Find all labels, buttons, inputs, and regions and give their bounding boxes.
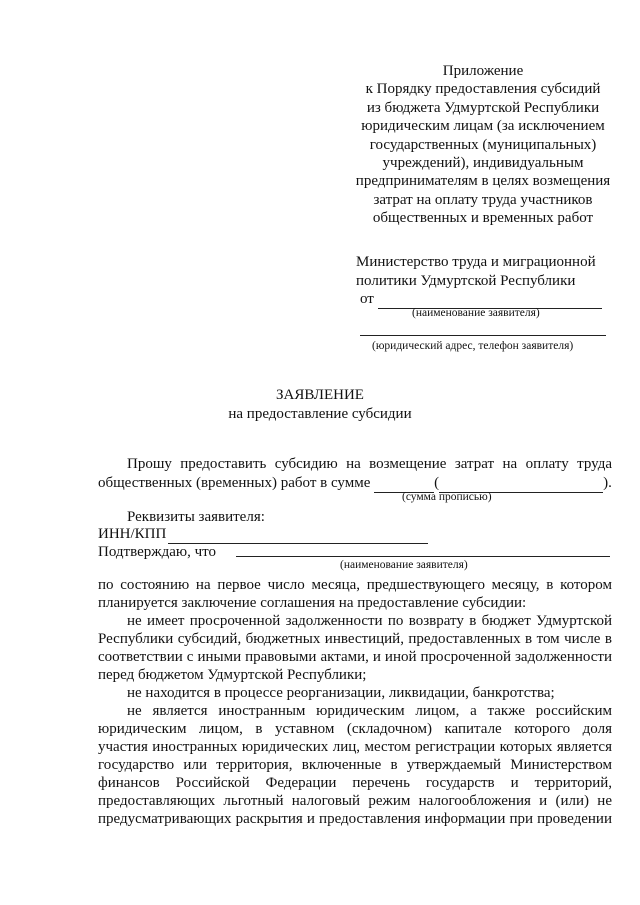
open-paren: ( — [434, 475, 440, 491]
applicant-name-hint: (наименование заявителя) — [412, 307, 540, 319]
inn-label: ИНН/КПП — [98, 526, 167, 542]
body-line: не является иностранным юридическим лицом, а также российским — [127, 703, 612, 719]
details-heading: Реквизиты заявителя: — [127, 509, 265, 525]
document-subtitle: на предоставление субсидии — [228, 406, 412, 422]
body-line: по состоянию на первое число месяца, предшествующего месяцу, в котором — [98, 577, 612, 593]
appendix-line: предпринимателям в целях возмещения — [355, 173, 611, 190]
confirm-applicant-field[interactable] — [236, 542, 610, 557]
appendix-line: государственных (муниципальных) — [369, 136, 597, 153]
body-line: не находится в процессе реорганизации, ликвидации, банкротства; — [127, 685, 555, 701]
document-title: ЗАЯВЛЕНИЕ — [276, 387, 364, 403]
body-line: финансов Российской Федерации перечень государств и территорий, — [98, 775, 612, 791]
body-line: предусматривающих раскрытия и предоставления информации при проведении — [98, 811, 612, 827]
confirm-label: Подтверждаю, что — [98, 544, 217, 560]
appendix-line: к Порядку предоставления субсидий — [365, 81, 601, 98]
addressee-line-2: политики Удмуртской Республики — [356, 273, 576, 289]
body-line: соответствии с иными правовыми актами, и иной просроченной задолженности — [98, 649, 612, 665]
confirm-applicant-hint: (наименование заявителя) — [340, 559, 468, 571]
sum-hint: (сумма прописью) — [402, 491, 492, 503]
appendix-line: общественных и временных работ — [372, 210, 594, 227]
body-line: Республики субсидий, бюджетных инвестиций, предоставленных в том числе в — [98, 631, 612, 647]
body-line: участия иностранных юридических лиц, местом регистрации которых является — [98, 739, 612, 755]
body-line: предоставляющих льготный налоговый режим налогообложения и (или) не — [98, 793, 612, 809]
body-line: не имеет просроченной задолженности по возврату в бюджет Удмуртской — [127, 613, 612, 629]
body-line: юридическим лицом, в уставном (складочном) капитале которого доля — [98, 721, 612, 737]
appendix-line: юридическим лицам (за исключением — [361, 118, 605, 135]
appendix-block — [352, 62, 614, 228]
request-line-1: Прошу предоставить субсидию на возмещение затрат на оплату труда — [127, 456, 612, 472]
confirm-row — [98, 543, 216, 561]
body-line: перед бюджетом Удмуртской Республики; — [98, 667, 367, 683]
close-paren: ). — [603, 475, 612, 491]
body-line: государство или территория, включенные в утверждаемый Министерством — [98, 757, 612, 773]
applicant-address-hint: (юридический адрес, телефон заявителя) — [372, 340, 574, 352]
from-label: от — [360, 291, 374, 307]
addressee-line-1: Министерство труда и миграционной — [356, 254, 596, 270]
request-line-2 — [98, 474, 612, 493]
appendix-line: из бюджета Удмуртской Республики — [366, 99, 600, 116]
appendix-line: учреждений), индивидуальным — [382, 154, 584, 171]
request-text: общественных (временных) работ в сумме — [98, 475, 371, 491]
appendix-line: затрат на оплату труда участников — [373, 191, 593, 208]
body-line: планируется заключение соглашения на предоставление субсидии: — [98, 595, 527, 611]
applicant-address-field[interactable] — [360, 323, 606, 336]
appendix-line: Приложение — [442, 63, 524, 79]
